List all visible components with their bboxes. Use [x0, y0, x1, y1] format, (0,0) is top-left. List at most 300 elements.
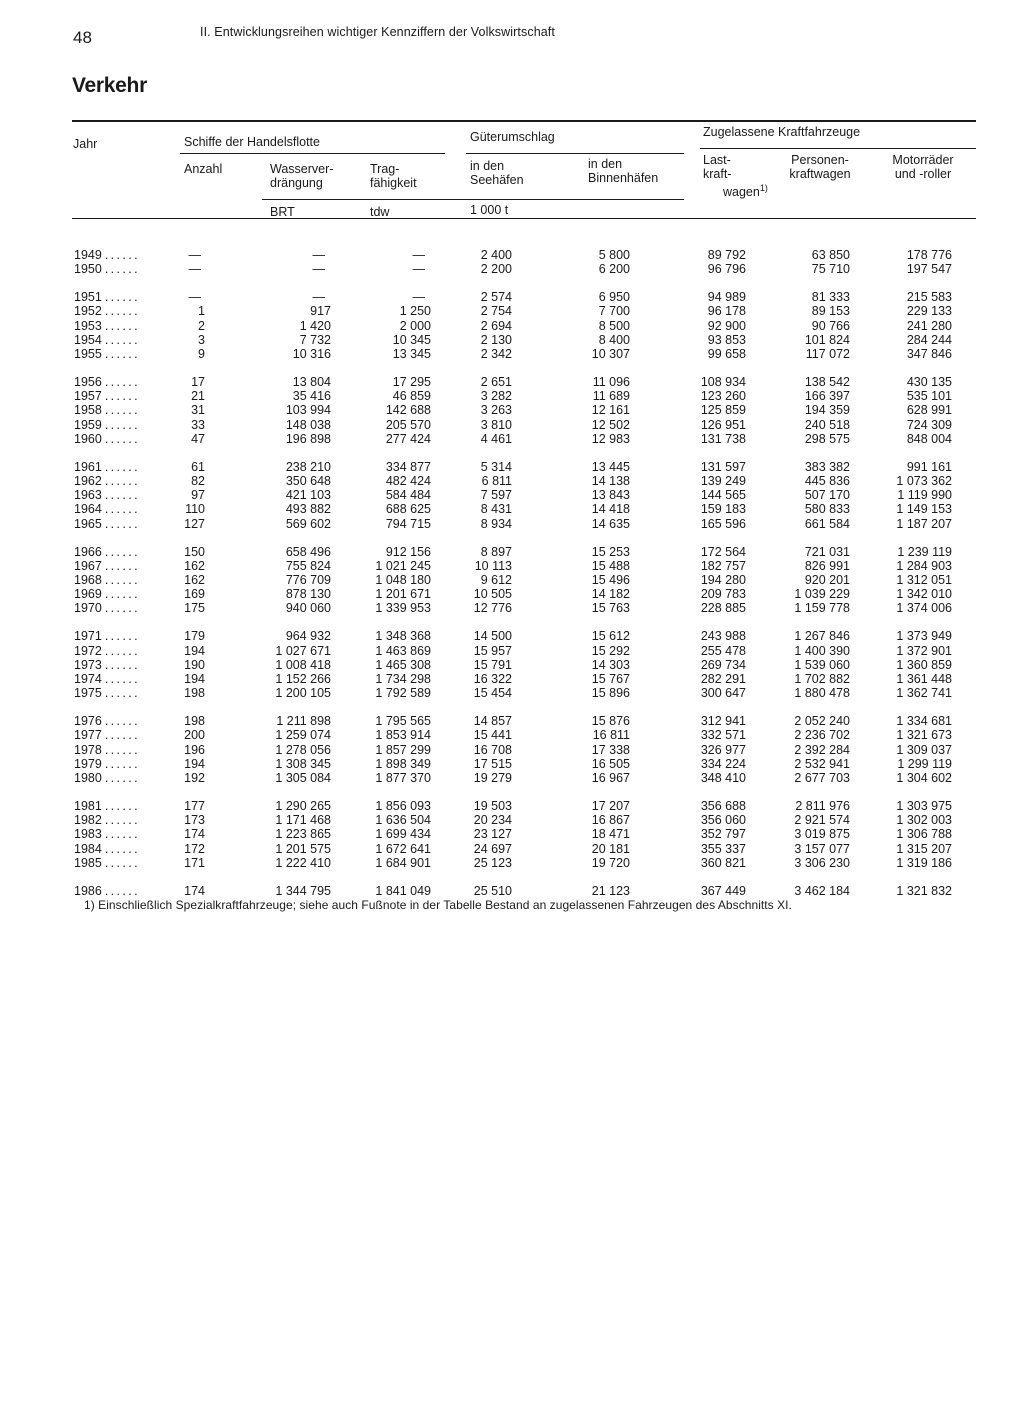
brt-cell: 1 008 418	[275, 657, 331, 672]
year-value: 1963	[74, 488, 102, 503]
moto-cell: 1 372 901	[896, 643, 952, 658]
trucks-cell: 348 410	[700, 771, 746, 785]
year-value: 1960	[74, 431, 102, 446]
year-cell	[74, 644, 140, 659]
leader-dots: ......	[104, 459, 141, 474]
trucks-cell: 360 821	[700, 855, 746, 870]
sea-cell: 2 574	[480, 290, 512, 305]
moto-cell: 1 374 006	[896, 601, 952, 616]
brt-cell: 421 103	[285, 488, 331, 503]
sea-cell: 15 454	[473, 686, 512, 701]
brt-cell: 493 882	[285, 502, 331, 517]
year-value: 1961	[74, 459, 102, 474]
header-trucks-line2: kraft-	[703, 167, 732, 181]
inland-cell: 13 843	[591, 488, 630, 503]
moto-cell: 1 303 975	[896, 799, 952, 813]
tdw-cell: 1 250	[399, 304, 431, 319]
inland-cell: 14 138	[591, 474, 630, 488]
count-cell: 175	[184, 601, 205, 616]
moto-cell: 1 304 602	[896, 771, 952, 785]
count-cell: 9	[198, 347, 205, 361]
leader-dots: ......	[104, 686, 141, 701]
table-row	[0, 601, 1024, 616]
header-displacement-line1: Wasserver-	[270, 162, 334, 176]
inland-cell: 15 488	[591, 558, 630, 573]
tdw-cell: 2 000	[399, 318, 431, 333]
header-motorcycles-line2: und -roller	[894, 167, 952, 181]
brt-cell: 350 648	[285, 474, 331, 488]
tdw-cell: 912 156	[385, 544, 431, 559]
sea-cell: 24 697	[473, 841, 512, 856]
sea-cell: 12 776	[473, 601, 512, 616]
sea-cell: 4 461	[480, 431, 512, 446]
inland-cell: 12 983	[591, 431, 630, 446]
cars-cell: 81 333	[811, 290, 850, 305]
moto-cell: 724 309	[906, 417, 952, 432]
count-cell: 179	[184, 629, 205, 644]
year-cell	[74, 884, 140, 899]
tdw-cell: 482 424	[385, 474, 431, 488]
brt-cell: 1 201 575	[275, 841, 331, 856]
header-bottom-rule	[72, 218, 976, 219]
trucks-cell: 165 596	[700, 516, 746, 531]
inland-cell: 15 876	[591, 714, 630, 729]
sea-cell: 2 130	[480, 332, 512, 347]
tdw-cell: —	[412, 262, 425, 277]
tdw-cell: 1 699 434	[375, 827, 431, 842]
year-value: 1955	[74, 347, 102, 361]
cargo-group-rule	[466, 153, 684, 154]
tdw-cell: 205 570	[385, 417, 431, 432]
count-cell: 17	[191, 375, 205, 389]
leader-dots: ......	[104, 290, 141, 305]
vehicles-group-rule	[700, 148, 976, 149]
year-cell	[74, 488, 140, 503]
table-row	[0, 460, 1024, 475]
brt-cell: 658 496	[285, 544, 331, 559]
unit-tdw: tdw	[370, 205, 390, 219]
moto-cell: 1 302 003	[896, 813, 952, 828]
table-row	[0, 545, 1024, 560]
cars-cell: 138 542	[804, 375, 850, 389]
year-cell	[74, 375, 140, 390]
table-row	[0, 502, 1024, 517]
moto-cell: 284 244	[906, 332, 952, 347]
inland-cell: 17 207	[591, 799, 630, 813]
cars-cell: 920 201	[804, 573, 850, 587]
tdw-cell: 1 734 298	[375, 672, 431, 686]
cars-cell: 580 833	[804, 502, 850, 517]
cars-cell: 383 382	[804, 459, 850, 474]
trucks-cell: 355 337	[700, 841, 746, 856]
trucks-cell: 92 900	[707, 318, 746, 333]
brt-cell: 776 709	[285, 573, 331, 587]
year-cell	[74, 827, 140, 842]
header-inland-ports-line2: Binnenhäfen	[588, 171, 659, 185]
trucks-cell: 334 224	[700, 756, 746, 771]
inland-cell: 15 253	[591, 544, 630, 559]
header-displacement	[270, 162, 333, 190]
sea-cell: 3 263	[480, 403, 512, 418]
header-cargo-group: Güterumschlag	[470, 130, 555, 144]
count-cell: 190	[184, 657, 205, 672]
year-cell	[74, 333, 140, 348]
header-trucks-line1: Last-	[703, 153, 731, 167]
tdw-cell: 1 857 299	[375, 742, 431, 757]
moto-cell: 347 846	[906, 347, 952, 361]
header-seaports-line1: in den	[470, 159, 505, 173]
leader-dots: ......	[104, 657, 141, 672]
leader-dots: ......	[104, 431, 141, 446]
footnote: 1) Einschließlich Spezialkraftfahrzeuge; siehe auch Fußnote in der Tabelle Bestand an zugelassenen Fahrzeugen des Abschnitts XI.	[84, 898, 792, 912]
tdw-cell: 1 856 093	[375, 799, 431, 813]
sea-cell: 3 810	[480, 417, 512, 432]
trucks-cell: 99 658	[707, 347, 746, 361]
unit-thousand-tons: 1 000 t	[470, 203, 509, 217]
year-value: 1949	[74, 248, 102, 262]
moto-cell: 1 119 990	[897, 488, 952, 503]
inland-cell: 8 500	[598, 318, 630, 333]
sea-cell: 19 279	[473, 771, 512, 785]
inland-cell: 11 096	[592, 375, 630, 389]
table-row	[0, 728, 1024, 743]
count-cell: 47	[191, 431, 205, 446]
cars-cell: 445 836	[804, 474, 850, 488]
tdw-cell: 794 715	[385, 516, 431, 531]
year-cell	[74, 403, 140, 418]
trucks-cell: 269 734	[700, 657, 746, 672]
header-capacity	[370, 162, 417, 190]
moto-cell: 1 309 037	[896, 742, 952, 757]
tdw-cell: 46 859	[392, 389, 431, 404]
count-cell: 150	[184, 544, 205, 559]
table-row	[0, 559, 1024, 574]
count-cell: 97	[191, 488, 205, 503]
table-row	[0, 248, 1024, 263]
header-cars-line2: kraftwagen	[789, 167, 851, 181]
tdw-cell: 142 688	[385, 403, 431, 418]
inland-cell: 19 720	[591, 855, 630, 870]
inland-cell: 14 182	[591, 587, 630, 602]
count-cell: 21	[191, 389, 205, 404]
cars-cell: 2 921 574	[794, 813, 850, 828]
count-cell: 33	[191, 417, 205, 432]
inland-cell: 20 181	[591, 841, 630, 856]
count-cell: 162	[184, 558, 205, 573]
tdw-cell: 1 465 308	[375, 657, 431, 672]
inland-cell: 16 867	[591, 813, 630, 828]
header-ships-group: Schiffe der Handelsflotte	[184, 135, 320, 149]
count-cell: 194	[184, 756, 205, 771]
year-cell	[74, 304, 140, 319]
sea-cell: 25 123	[473, 855, 512, 870]
year-cell	[74, 248, 140, 263]
year-value: 1953	[74, 318, 102, 333]
trucks-cell: 108 934	[700, 375, 746, 389]
trucks-cell: 159 183	[700, 502, 746, 517]
moto-cell: 197 547	[906, 262, 952, 277]
unit-brt: BRT	[270, 205, 295, 219]
brt-cell: 1 278 056	[275, 742, 331, 757]
sea-cell: 2 651	[480, 375, 512, 389]
sea-cell: 2 400	[480, 248, 512, 262]
trucks-cell: 96 796	[707, 262, 746, 277]
table-row	[0, 771, 1024, 786]
year-cell	[74, 347, 140, 362]
brt-cell: —	[312, 262, 325, 277]
moto-cell: 1 315 207	[896, 841, 952, 856]
year-cell	[74, 474, 140, 489]
year-value: 1978	[74, 742, 102, 757]
brt-cell: 569 602	[285, 516, 331, 531]
year-cell	[74, 743, 140, 758]
cars-cell: 194 359	[804, 403, 850, 418]
tdw-cell: 1 795 565	[375, 714, 431, 729]
leader-dots: ......	[104, 827, 141, 842]
table-row	[0, 517, 1024, 532]
count-cell: 194	[184, 643, 205, 658]
brt-cell: 1 308 345	[275, 756, 331, 771]
count-cell: 61	[191, 459, 205, 474]
sea-cell: 9 612	[480, 573, 512, 587]
cars-cell: 1 880 478	[794, 686, 850, 701]
header-cars	[770, 153, 870, 181]
inland-cell: 14 418	[591, 502, 630, 517]
leader-dots: ......	[104, 304, 141, 319]
sea-cell: 3 282	[480, 389, 512, 404]
brt-cell: 196 898	[285, 431, 331, 446]
year-cell	[74, 559, 140, 574]
inland-cell: 15 496	[591, 573, 630, 587]
brt-cell: 964 932	[285, 629, 331, 644]
moto-cell: 1 342 010	[896, 587, 952, 602]
year-cell	[74, 319, 140, 334]
count-cell: —	[188, 262, 201, 277]
year-value: 1956	[74, 375, 102, 389]
sea-cell: 16 322	[473, 672, 512, 686]
trucks-cell: 182 757	[700, 558, 746, 573]
moto-cell: 1 149 153	[896, 502, 952, 517]
year-value: 1968	[74, 573, 102, 587]
sea-cell: 10 505	[473, 587, 512, 602]
trucks-cell: 89 792	[707, 248, 746, 262]
year-value: 1962	[74, 474, 102, 488]
table-row	[0, 672, 1024, 687]
tdw-cell: 1 048 180	[375, 573, 431, 587]
trucks-cell: 255 478	[700, 643, 746, 658]
table-row	[0, 418, 1024, 433]
page-number: 48	[73, 28, 92, 47]
year-cell	[74, 432, 140, 447]
leader-dots: ......	[104, 855, 141, 870]
brt-cell: 1 223 865	[275, 827, 331, 842]
trucks-cell: 352 797	[700, 827, 746, 842]
table-row	[0, 813, 1024, 828]
cars-cell: 63 850	[811, 248, 850, 262]
header-seaports	[470, 159, 524, 187]
sea-cell: 20 234	[473, 813, 512, 828]
year-cell	[74, 601, 140, 616]
table-row	[0, 290, 1024, 305]
year-value: 1967	[74, 558, 102, 573]
trucks-cell: 356 060	[700, 813, 746, 828]
inland-cell: 12 161	[591, 403, 630, 418]
leader-dots: ......	[104, 248, 141, 262]
leader-dots: ......	[104, 771, 141, 785]
brt-cell: 148 038	[285, 417, 331, 432]
table-row	[0, 658, 1024, 673]
tdw-cell: 13 345	[392, 347, 431, 361]
moto-cell: 1 319 186	[896, 855, 952, 870]
tdw-cell: 1 636 504	[375, 813, 431, 828]
table-row	[0, 333, 1024, 348]
cars-cell: 2 532 941	[794, 756, 850, 771]
table-row	[0, 375, 1024, 390]
leader-dots: ......	[104, 488, 141, 503]
count-cell: 174	[184, 827, 205, 842]
year-value: 1964	[74, 502, 102, 517]
year-cell	[74, 686, 140, 701]
year-cell	[74, 799, 140, 814]
moto-cell: 430 135	[906, 375, 952, 389]
cars-cell: 1 400 390	[794, 643, 850, 658]
header-capacity-line2: fähigkeit	[370, 176, 417, 190]
cars-cell: 2 236 702	[794, 728, 850, 743]
year-value: 1954	[74, 332, 102, 347]
cars-cell: 507 170	[804, 488, 850, 503]
brt-cell: 917	[310, 304, 331, 319]
cars-cell: 721 031	[804, 544, 850, 559]
table-row	[0, 842, 1024, 857]
year-cell	[74, 672, 140, 687]
sea-cell: 8 934	[480, 516, 512, 531]
cars-cell: 1 539 060	[794, 657, 850, 672]
sea-cell: 2 754	[480, 304, 512, 319]
year-value: 1957	[74, 389, 102, 404]
trucks-cell: 139 249	[700, 474, 746, 488]
leader-dots: ......	[104, 417, 141, 432]
year-cell	[74, 757, 140, 772]
leader-dots: ......	[104, 672, 141, 686]
running-head: II. Entwicklungsreihen wichtiger Kennziffern der Volkswirtschaft	[200, 25, 555, 39]
leader-dots: ......	[104, 332, 141, 347]
trucks-cell: 282 291	[700, 672, 746, 686]
moto-cell: 1 321 673	[896, 728, 952, 743]
sea-cell: 16 708	[473, 742, 512, 757]
header-motorcycles	[874, 153, 972, 181]
year-cell	[74, 418, 140, 433]
moto-cell: 1 373 949	[896, 629, 952, 644]
leader-dots: ......	[104, 544, 141, 559]
count-cell: 192	[184, 771, 205, 785]
sea-cell: 8 431	[480, 502, 512, 517]
brt-cell: 1 027 671	[275, 643, 331, 658]
section-title: Verkehr	[72, 74, 147, 97]
trucks-cell: 312 941	[700, 714, 746, 729]
cars-cell: 90 766	[811, 318, 850, 333]
moto-cell: 1 284 903	[896, 558, 952, 573]
year-value: 1958	[74, 403, 102, 418]
cars-cell: 1 159 778	[794, 601, 850, 616]
year-cell	[74, 262, 140, 277]
moto-cell: 991 161	[906, 459, 952, 474]
inland-cell: 6 200	[598, 262, 630, 277]
trucks-cell: 131 738	[700, 431, 746, 446]
moto-cell: 1 239 119	[897, 544, 952, 559]
cars-cell: 240 518	[804, 417, 850, 432]
year-value: 1980	[74, 771, 102, 785]
table-row	[0, 587, 1024, 602]
count-cell: 198	[184, 714, 205, 729]
trucks-cell: 300 647	[700, 686, 746, 701]
cars-cell: 298 575	[804, 431, 850, 446]
year-value: 1973	[74, 657, 102, 672]
leader-dots: ......	[104, 558, 141, 573]
tdw-cell: 1 348 368	[375, 629, 431, 644]
trucks-cell: 326 977	[700, 742, 746, 757]
brt-cell: 1 222 410	[275, 855, 331, 870]
tdw-cell: —	[412, 290, 425, 305]
table-top-rule	[72, 120, 976, 122]
year-cell	[74, 629, 140, 644]
year-cell	[74, 714, 140, 729]
table-row	[0, 573, 1024, 588]
trucks-cell: 194 280	[700, 573, 746, 587]
tdw-cell: —	[412, 248, 425, 262]
brt-cell: 1 200 105	[275, 686, 331, 701]
year-cell	[74, 658, 140, 673]
trucks-cell: 94 989	[707, 290, 746, 305]
year-value: 1974	[74, 672, 102, 686]
tdw-cell: 688 625	[385, 502, 431, 517]
brt-cell: 1 305 084	[275, 771, 331, 785]
trucks-cell: 243 988	[700, 629, 746, 644]
leader-dots: ......	[104, 347, 141, 361]
table-row	[0, 714, 1024, 729]
table-row	[0, 403, 1024, 418]
leader-dots: ......	[104, 756, 141, 771]
brt-cell: 238 210	[285, 459, 331, 474]
tdw-cell: 1 792 589	[375, 686, 431, 701]
tdw-cell: 1 201 671	[375, 587, 431, 602]
count-cell: 3	[198, 332, 205, 347]
trucks-cell: 172 564	[700, 544, 746, 559]
year-cell	[74, 813, 140, 828]
table-row	[0, 319, 1024, 334]
trucks-cell: 209 783	[700, 587, 746, 602]
header-capacity-line1: Trag-	[370, 162, 400, 176]
leader-dots: ......	[104, 389, 141, 404]
moto-cell: 1 299 119	[897, 756, 952, 771]
inland-cell: 15 763	[591, 601, 630, 616]
year-cell	[74, 771, 140, 786]
cars-cell: 3 462 184	[794, 883, 850, 898]
leader-dots: ......	[104, 841, 141, 856]
year-value: 1982	[74, 813, 102, 828]
year-cell	[74, 573, 140, 588]
leader-dots: ......	[104, 587, 141, 602]
cars-cell: 166 397	[804, 389, 850, 404]
inland-cell: 10 307	[591, 347, 630, 361]
tdw-cell: 1 339 953	[375, 601, 431, 616]
brt-cell: 7 732	[299, 332, 331, 347]
cars-cell: 101 824	[804, 332, 850, 347]
tdw-cell: 277 424	[385, 431, 431, 446]
trucks-cell: 356 688	[700, 799, 746, 813]
year-value: 1983	[74, 827, 102, 842]
year-value: 1986	[74, 883, 102, 898]
sea-cell: 25 510	[473, 883, 512, 898]
